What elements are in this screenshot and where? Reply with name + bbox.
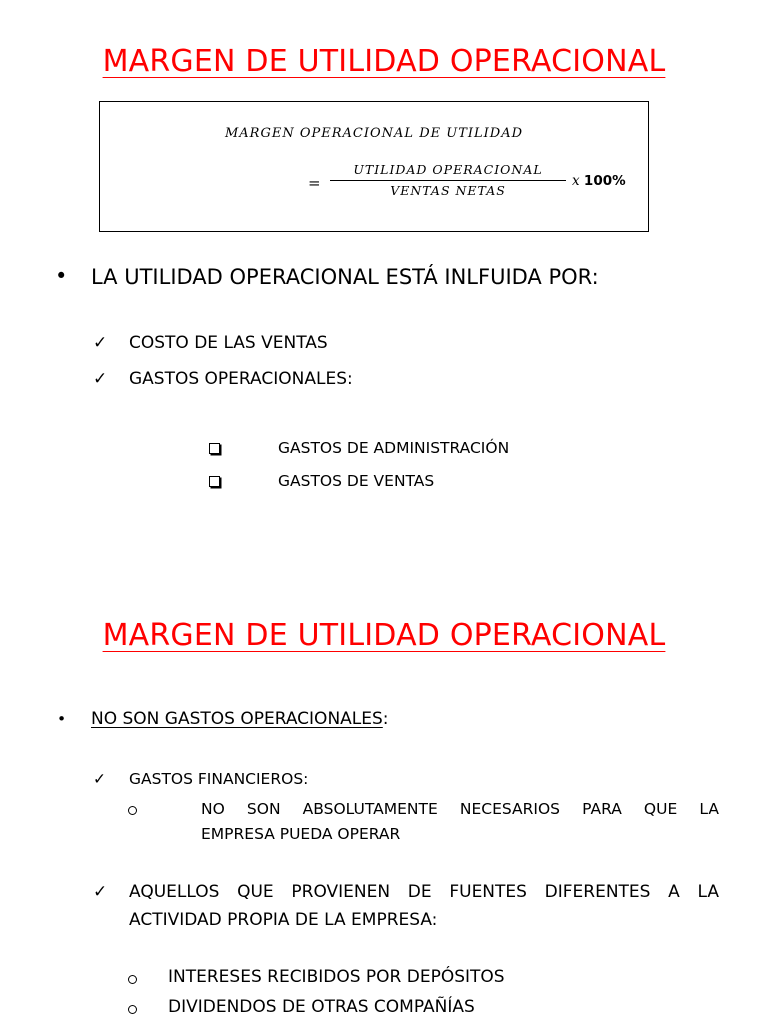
check-icon: ✓ <box>93 369 108 389</box>
formula-percent: 100% <box>583 173 626 189</box>
checkbox-bullet-icon <box>209 443 220 454</box>
bullet-icon: • <box>57 710 67 728</box>
checkbox-bullet-icon <box>209 476 220 487</box>
page-title: MARGEN DE UTILIDAD OPERACIONAL <box>102 44 666 79</box>
circle-bullet-icon <box>128 806 137 815</box>
bullet-suffix: : <box>382 709 389 729</box>
formula-fraction <box>330 162 566 198</box>
circle-bullet-icon <box>128 975 137 984</box>
formula-label: MARGEN OPERACIONAL DE UTILIDAD <box>224 126 524 141</box>
sub-list-item: INTERESES RECIBIDOS POR DEPÓSITOS <box>168 967 505 987</box>
formula-x: x <box>572 173 580 189</box>
sub-list-item-line: EMPRESA PUEDA OPERAR <box>201 825 401 843</box>
sub-list-item: GASTOS DE VENTAS <box>278 472 435 490</box>
list-item-line: ACTIVIDAD PROPIA DE LA EMPRESA: <box>129 910 438 930</box>
list-item: GASTOS OPERACIONALES: <box>129 369 353 389</box>
formula-multiplier <box>572 173 626 189</box>
check-icon: ✓ <box>93 882 108 902</box>
sub-list-item: DIVIDENDOS DE OTRAS COMPAÑÍAS <box>168 997 475 1017</box>
check-icon: ✓ <box>93 770 106 788</box>
list-item: GASTOS FINANCIEROS: <box>129 770 309 788</box>
formula-denominator: VENTAS NETAS <box>390 183 506 198</box>
formula-equals: = <box>308 174 321 192</box>
check-icon: ✓ <box>93 333 108 353</box>
bullet-underlined-text: NO SON GASTOS OPERACIONALES <box>91 709 383 729</box>
list-item: COSTO DE LAS VENTAS <box>129 333 328 353</box>
list-item-line: AQUELLOS QUE PROVIENEN DE FUENTES DIFERENTES A LA <box>129 882 719 902</box>
sub-list-item: GASTOS DE ADMINISTRACIÓN <box>278 439 510 457</box>
formula-numerator: UTILIDAD OPERACIONAL <box>330 162 566 181</box>
bullet-text: LA UTILIDAD OPERACIONAL ESTÁ INLFUIDA POR: <box>91 265 599 289</box>
bullet-text <box>91 709 389 729</box>
circle-bullet-icon <box>128 1005 137 1014</box>
bullet-icon: • <box>55 264 68 288</box>
formula-box <box>99 101 649 232</box>
section-title: MARGEN DE UTILIDAD OPERACIONAL <box>102 618 666 653</box>
sub-list-item-line: NO SON ABSOLUTAMENTE NECESARIOS PARA QUE LA <box>201 800 719 818</box>
